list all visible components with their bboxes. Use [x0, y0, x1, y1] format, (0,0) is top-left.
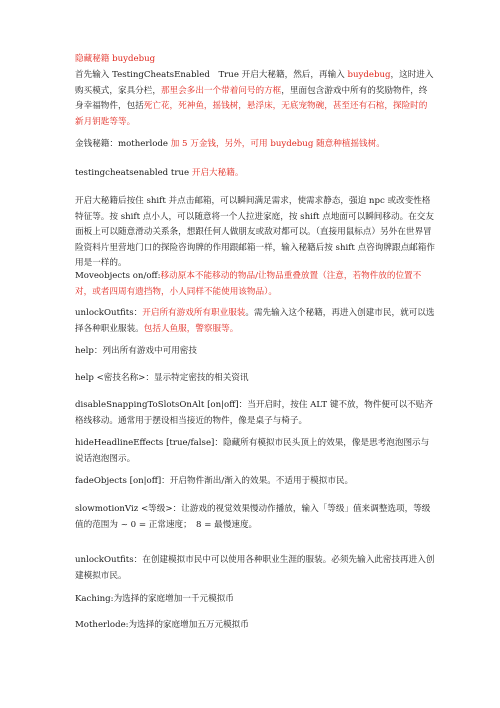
- moveobjects-paragraph: [75, 269, 435, 300]
- unlockoutfits-code: unlockOutfits：: [75, 308, 143, 318]
- testcheats-code: testingcheatsenabled true: [75, 168, 190, 178]
- moveobjects-effect: 移动原本不能移动的物品/让物品重叠放置（注意，若物件放的位置不对，或者四周有遗挡物，小人同样不能使用该物品）。: [75, 271, 422, 297]
- motherlode-label: 金钱秘籍：motherlode: [75, 139, 168, 149]
- testcheats-paragraph: [75, 166, 243, 182]
- testcheats-effect: 开启大秘籍。: [191, 168, 244, 178]
- unlockoutfits-effect: 开启所有游戏所有职业服装: [142, 308, 246, 318]
- unlockoutfits-examples: 包括人鱼服，警察服等。: [143, 323, 239, 334]
- help-paragraph: help：列出所有游戏中可用密技: [75, 346, 197, 356]
- motherlode-effect: 加 5 万金钱，另外，可用 buydebug 随意种植摇钱树。: [170, 139, 385, 149]
- motherlode-simoleons-paragraph: Motherlode:为选择的家庭增加五万元模拟币: [75, 620, 249, 630]
- intro-text-a: 首先输入 TestingCheatsEnabled True 开启大秘籍，然后，再输入: [75, 70, 348, 80]
- hide-headline-paragraph: hideHeadlineEffects [true/false]：隐藏所有模拟市民头顶上的效果，像是思考泡泡图示与说话泡泡图示。: [75, 438, 430, 464]
- kaching-paragraph: Kaching:为选择的家庭增加一千元模拟币: [75, 594, 234, 604]
- moveobjects-code: Moveobjects on/off:: [75, 271, 161, 281]
- intro-paragraph: [75, 68, 435, 130]
- disable-snapping-paragraph: disableSnappingToSlotsOnAlt [on|off]：当开启时，按住 ALT 键不放，物件便可以不贴齐格线移动。通常用于摆设相当接近的物件，像是桌子与椅子。: [75, 400, 433, 426]
- fade-objects-paragraph: fadeObjects [on|off]：开启物件渐出/渐入的效果。不适用于模拟市民。: [75, 476, 354, 486]
- motherlode-paragraph: [75, 137, 385, 153]
- help-name-paragraph: help <密技名称>：显示特定密技的相关资讯: [75, 373, 249, 383]
- unlockoutfits-text: 。需先输入这个秘籍，再进入创建市民，就可以选择各种职业服装。: [75, 308, 435, 334]
- unlockoutfits-paragraph: [75, 306, 435, 337]
- document-title: 隐藏秘籍 buydebug: [75, 54, 156, 64]
- slowmotion-paragraph: slowmotionViz <等级>：让游戏的视觉效果慢动作播放，输入「等级」值来调整选项，等级值的范围为 ~ 0 = 正常速度； 8 = 最慢速度。: [75, 504, 431, 530]
- intro-text-e: ，里面包含游戏中所有的奖励物件，终身幸福物件，包括: [75, 85, 428, 112]
- intro-items-list: 死亡花，死神鱼，摇钱树，悬浮床，无底宠物碗，甚至还有石棺，探险时的新月钥匙等等。: [75, 101, 428, 127]
- intro-text-c: ，这时进入购买模式，家具分栏，: [75, 70, 434, 96]
- unlockoutfits-cas-paragraph: unlockOutfits：在创建模拟市民中可以使用各种职业生涯的服装。必须先输入此密技再进入创建模拟市民。: [75, 555, 435, 581]
- shift-click-paragraph: 开启大秘籍后按住 shift 并点击邮箱，可以瞬间满足需求，使需求静态，强迫 npc 或改变性格特征等。按 shift 点小人，可以随意将一个人拉进家庭，按 shift 点地面可以瞬间移动。在交友面板上可以随意滑动关系条，想跟任何人做朋友或敌对都可以。（直接用鼠标点）另外在世界冒险资料片里营地门口的探险咨询牌的作用跟邮箱一样，输入秘籍后按 shift 点咨询牌跟点邮箱作用是一样的。: [75, 196, 435, 269]
- intro-highlight-box: 那里会多出一个带着问号的方框: [160, 85, 282, 96]
- intro-buydebug: buydebug: [347, 70, 391, 80]
